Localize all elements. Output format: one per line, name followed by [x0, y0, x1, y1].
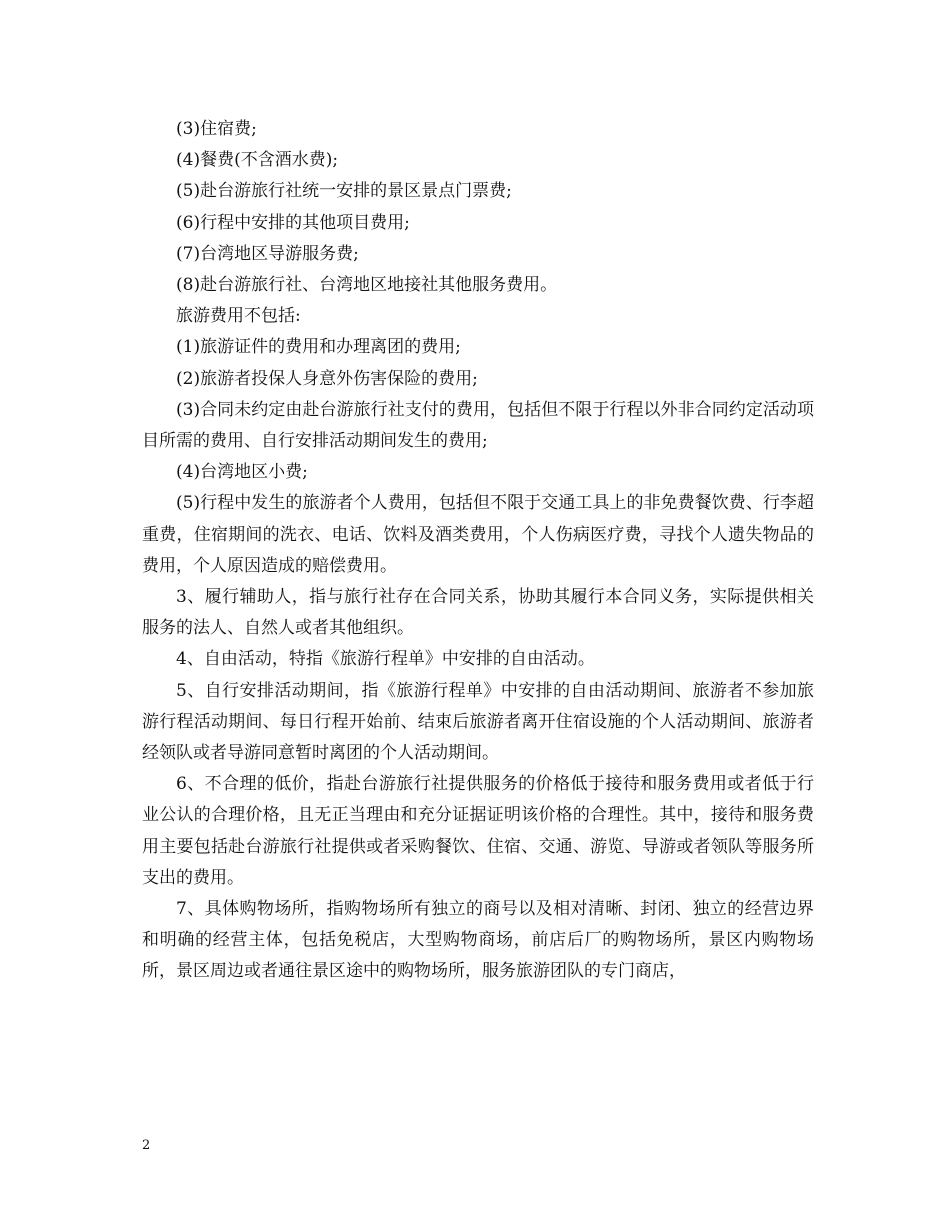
- paragraph-personal-expenses: (5)行程中发生的旅游者个人费用，包括但不限于交通工具上的非免费餐饮费、行李超重费，住宿期间的洗衣、电话、饮料及酒类费用，个人伤病医疗费，寻找个人遗失物品的费用，个人原因造成的赔偿费用。: [142, 493, 814, 576]
- paragraph-ticket-fee: (5)赴台游旅行社统一安排的景区景点门票费;: [176, 181, 512, 202]
- paragraph-document-fee: (1)旅游证件的费用和办理离团的费用;: [176, 337, 461, 358]
- paragraph-tips: (4)台湾地区小费;: [176, 462, 308, 483]
- paragraph-guide-service-fee: (7)台湾地区导游服务费;: [176, 243, 359, 264]
- paragraph-definition-auxiliary: 3、履行辅助人，指与旅行社存在合同关系，协助其履行本合同义务，实际提供相关服务的法人、自然人或者其他组织。: [142, 587, 814, 639]
- page-number: 2: [142, 1138, 151, 1153]
- paragraph-accommodation-fee: (3)住宿费;: [176, 119, 257, 139]
- paragraph-definition-free-activity: 4、自由活动，特指《旅游行程单》中安排的自由活动。: [176, 649, 595, 670]
- paragraph-insurance-fee: (2)旅游者投保人身意外伤害保险的费用;: [176, 368, 478, 389]
- paragraph-definition-self-arranged: 5、自行安排活动期间，指《旅游行程单》中安排的自由活动期间、旅游者不参加旅游行程活动期间、每日行程开始前、结束后旅游者离开住宿设施的个人活动期间、旅游者经领队或者导游同意暂时离团的个人活动期间。: [142, 680, 814, 764]
- paragraph-other-items-fee: (6)行程中安排的其他项目费用;: [176, 212, 410, 233]
- paragraph-definition-low-price: 6、不合理的低价，指赴台游旅行社提供服务的价格低于接待和服务费用或者低于行业公认的合理价格，且无正当理由和充分证据证明该价格的合理性。其中，接待和服务费用主要包括赴台游旅行社提供或者采购餐饮、住宿、交通、游览、导游或者领队等服务所支出的费用。: [142, 774, 814, 888]
- paragraph-meal-fee: (4)餐费(不含酒水费);: [176, 150, 339, 171]
- paragraph-uncontracted-fee: (3)合同未约定由赴台游旅行社支付的费用，包括但不限于行程以外非合同约定活动项目所需的费用、自行安排活动期间发生的费用;: [142, 399, 814, 452]
- paragraph-definition-shopping-place: 7、具体购物场所，指购物场所有独立的商号以及相对清晰、封闭、独立的经营边界和明确的经营主体，包括免税店，大型购物商场，前店后厂的购物场所，景区内购物场所，景区周边或者通往景区途中的购物场所，服务旅游团队的专门商店，: [142, 899, 814, 982]
- document-body: [142, 114, 814, 988]
- paragraph-other-service-fee: (8)赴台游旅行社、台湾地区地接社其他服务费用。: [176, 275, 558, 296]
- paragraph-exclusions-heading: 旅游费用不包括:: [176, 306, 301, 327]
